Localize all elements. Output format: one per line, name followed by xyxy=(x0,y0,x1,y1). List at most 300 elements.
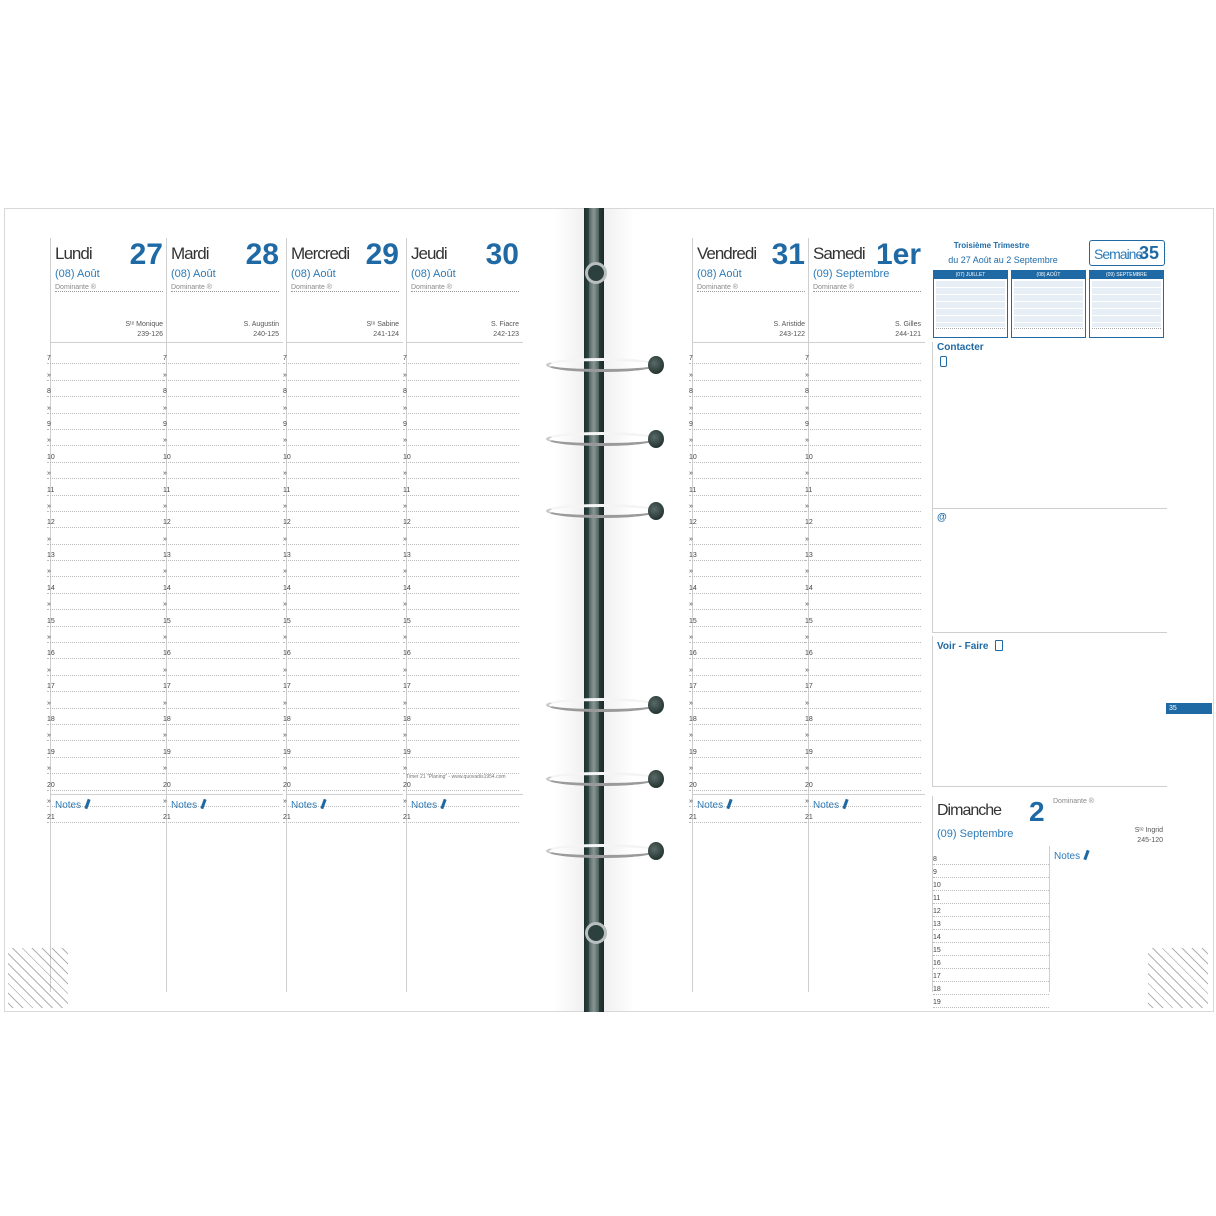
hour-line[interactable] xyxy=(403,610,519,626)
day-number: 31 xyxy=(771,238,805,271)
hour-label: 11 xyxy=(805,486,813,494)
hour-line[interactable] xyxy=(689,659,805,675)
hour-line[interactable] xyxy=(805,414,921,430)
hour-line[interactable] xyxy=(805,758,921,774)
hour-line[interactable] xyxy=(163,512,279,528)
hour-line[interactable] xyxy=(163,496,279,512)
hour-label: » xyxy=(805,765,809,773)
hour-line[interactable] xyxy=(805,676,921,692)
hour-line[interactable] xyxy=(163,610,279,626)
hour-line[interactable] xyxy=(403,627,519,643)
page-corner-decoration xyxy=(8,948,68,1008)
hour-label: » xyxy=(283,634,287,642)
hour-line[interactable] xyxy=(689,397,805,413)
hour-label: » xyxy=(805,601,809,609)
hour-label: 15 xyxy=(283,617,291,625)
notes-label: Notes xyxy=(813,799,847,811)
hour-line[interactable] xyxy=(163,463,279,479)
hour-label: » xyxy=(689,797,693,805)
hour-line[interactable] xyxy=(47,496,163,512)
hour-line[interactable] xyxy=(689,364,805,380)
hour-line[interactable] xyxy=(689,496,805,512)
day-name: Dimanche xyxy=(937,802,1002,819)
hour-line[interactable] xyxy=(689,414,805,430)
hour-line[interactable] xyxy=(805,774,921,790)
hour-line[interactable] xyxy=(805,364,921,380)
hour-label: » xyxy=(47,601,51,609)
hour-line[interactable] xyxy=(689,741,805,757)
hour-line[interactable] xyxy=(805,528,921,544)
hour-line[interactable] xyxy=(163,676,279,692)
hour-line[interactable] xyxy=(805,594,921,610)
hour-line[interactable] xyxy=(283,463,399,479)
hour-line[interactable] xyxy=(403,364,519,380)
hour-label: 19 xyxy=(47,748,55,756)
hour-line[interactable] xyxy=(403,348,519,364)
notes-area[interactable] xyxy=(167,794,283,993)
hour-line[interactable] xyxy=(403,381,519,397)
hour-label: » xyxy=(47,634,51,642)
hour-label: » xyxy=(689,371,693,379)
hour-label: » xyxy=(805,470,809,478)
notes-label: Notes xyxy=(171,799,205,811)
hour-label: » xyxy=(283,797,287,805)
hour-line[interactable] xyxy=(933,852,1049,865)
hour-line[interactable] xyxy=(47,725,163,741)
notes-area[interactable] xyxy=(693,794,809,993)
hour-line[interactable] xyxy=(163,348,279,364)
hour-line[interactable] xyxy=(163,627,279,643)
hour-line[interactable] xyxy=(163,709,279,725)
hour-label: » xyxy=(403,634,407,642)
hour-line[interactable] xyxy=(47,774,163,790)
notes-area[interactable] xyxy=(51,794,167,993)
hour-line[interactable] xyxy=(283,414,399,430)
ring-eyelet xyxy=(585,922,607,944)
hour-line[interactable] xyxy=(47,397,163,413)
hour-line[interactable] xyxy=(47,709,163,725)
hour-line[interactable] xyxy=(933,995,1049,1008)
hour-line[interactable] xyxy=(47,479,163,495)
hour-label: 12 xyxy=(283,519,291,527)
hour-label: » xyxy=(805,666,809,674)
hour-line[interactable] xyxy=(689,446,805,462)
hour-line[interactable] xyxy=(403,758,519,774)
hour-line[interactable] xyxy=(933,982,1049,995)
hour-line[interactable] xyxy=(47,741,163,757)
hour-line[interactable] xyxy=(163,364,279,380)
hour-label: 16 xyxy=(805,650,813,658)
hour-label: 15 xyxy=(689,617,697,625)
hour-label: 14 xyxy=(933,934,941,941)
hour-label: » xyxy=(689,699,693,707)
hour-line[interactable] xyxy=(163,594,279,610)
hour-line[interactable] xyxy=(283,381,399,397)
hour-line[interactable] xyxy=(689,545,805,561)
hour-line[interactable] xyxy=(47,643,163,659)
hour-line[interactable] xyxy=(163,561,279,577)
hour-line[interactable] xyxy=(403,676,519,692)
day-header xyxy=(407,238,523,343)
hour-line[interactable] xyxy=(47,577,163,593)
hour-line[interactable] xyxy=(47,758,163,774)
hour-line[interactable] xyxy=(403,463,519,479)
hour-line[interactable] xyxy=(163,430,279,446)
hour-label: » xyxy=(403,601,407,609)
hour-label: » xyxy=(403,666,407,674)
hour-line[interactable] xyxy=(403,643,519,659)
hour-line[interactable] xyxy=(47,659,163,675)
hour-label: 7 xyxy=(163,355,167,363)
hour-line[interactable] xyxy=(283,364,399,380)
hour-label: » xyxy=(805,437,809,445)
hour-line[interactable] xyxy=(933,878,1049,891)
hour-line[interactable] xyxy=(283,659,399,675)
hour-line[interactable] xyxy=(403,577,519,593)
hour-label: 10 xyxy=(163,453,171,461)
hour-line[interactable] xyxy=(933,891,1049,904)
pen-icon xyxy=(321,799,327,809)
hour-line[interactable] xyxy=(163,643,279,659)
dominante-field[interactable]: Dominante ® xyxy=(813,284,921,292)
hour-line[interactable] xyxy=(403,561,519,577)
hour-line[interactable] xyxy=(283,725,399,741)
binder-ring xyxy=(546,354,664,376)
hour-line[interactable] xyxy=(163,446,279,462)
hour-line[interactable] xyxy=(805,725,921,741)
dominante-field[interactable]: Dominante ® xyxy=(291,284,399,292)
hour-line[interactable] xyxy=(403,512,519,528)
hour-label: 21 xyxy=(163,814,171,822)
week-badge xyxy=(1089,240,1165,266)
hour-label: » xyxy=(283,470,287,478)
hour-line[interactable] xyxy=(689,381,805,397)
hour-line[interactable] xyxy=(47,446,163,462)
hour-line[interactable] xyxy=(163,774,279,790)
hour-line[interactable] xyxy=(689,577,805,593)
hour-line[interactable] xyxy=(163,741,279,757)
hour-line[interactable] xyxy=(403,741,519,757)
todo-section xyxy=(932,636,1167,787)
hour-line[interactable] xyxy=(283,479,399,495)
hour-line[interactable] xyxy=(805,430,921,446)
hour-label: » xyxy=(163,732,167,740)
day-month: (09) Septembre xyxy=(937,828,1014,840)
hour-label: 8 xyxy=(283,388,287,396)
hour-line[interactable] xyxy=(47,610,163,626)
dominante-field[interactable]: Dominante ® xyxy=(171,284,279,292)
hour-line[interactable] xyxy=(47,512,163,528)
day-column xyxy=(689,238,809,992)
mini-calendar-title: (08) AOÛT xyxy=(1012,271,1085,279)
hour-line[interactable] xyxy=(805,741,921,757)
hour-label: » xyxy=(163,666,167,674)
hour-line[interactable] xyxy=(403,692,519,708)
hour-label: » xyxy=(689,601,693,609)
hour-line[interactable] xyxy=(47,561,163,577)
hour-line[interactable] xyxy=(689,348,805,364)
hour-label: » xyxy=(163,601,167,609)
hour-label: » xyxy=(163,568,167,576)
hour-line[interactable] xyxy=(805,643,921,659)
hour-label: » xyxy=(403,470,407,478)
hour-line[interactable] xyxy=(163,659,279,675)
hour-label: 21 xyxy=(47,814,55,822)
hour-label: 11 xyxy=(689,486,697,494)
hour-line[interactable] xyxy=(933,865,1049,878)
hour-lines[interactable] xyxy=(689,348,805,823)
hour-label: 12 xyxy=(805,519,813,527)
hour-line[interactable] xyxy=(933,969,1049,982)
hour-label: » xyxy=(47,699,51,707)
hour-line[interactable] xyxy=(283,545,399,561)
hour-label: 8 xyxy=(403,388,407,396)
hour-line[interactable] xyxy=(689,709,805,725)
notes-area[interactable] xyxy=(809,794,925,993)
hour-label: 13 xyxy=(805,552,813,560)
hour-label: 14 xyxy=(283,584,291,592)
hour-label: » xyxy=(47,797,51,805)
hour-label: » xyxy=(403,797,407,805)
hour-label: » xyxy=(283,666,287,674)
hour-line[interactable] xyxy=(689,774,805,790)
hour-line[interactable] xyxy=(283,512,399,528)
hour-label: 17 xyxy=(805,683,813,691)
hour-line[interactable] xyxy=(689,610,805,626)
hour-line[interactable] xyxy=(47,692,163,708)
day-number: 27 xyxy=(129,238,163,271)
hour-line[interactable] xyxy=(689,676,805,692)
hour-line[interactable] xyxy=(283,430,399,446)
hour-label: 11 xyxy=(283,486,291,494)
day-column xyxy=(283,238,403,992)
quarter-range: du 27 Août au 2 Septembre xyxy=(948,255,1058,265)
hour-line[interactable] xyxy=(47,528,163,544)
hour-line[interactable] xyxy=(47,430,163,446)
hour-label: 10 xyxy=(47,453,55,461)
hour-label: 19 xyxy=(689,748,697,756)
hour-line[interactable] xyxy=(403,430,519,446)
hour-line[interactable] xyxy=(283,774,399,790)
hour-line[interactable] xyxy=(163,528,279,544)
hour-line[interactable] xyxy=(163,397,279,413)
hour-label: 16 xyxy=(689,650,697,658)
hour-label: » xyxy=(283,765,287,773)
hour-label: 20 xyxy=(689,781,697,789)
hour-line[interactable] xyxy=(163,725,279,741)
hour-label: 18 xyxy=(689,715,697,723)
day-month: (08) Août xyxy=(411,268,456,280)
hour-line[interactable] xyxy=(283,496,399,512)
hour-line[interactable] xyxy=(47,594,163,610)
hour-label: 8 xyxy=(163,388,167,396)
hour-line[interactable] xyxy=(805,348,921,364)
hour-line[interactable] xyxy=(403,594,519,610)
hour-line[interactable] xyxy=(283,741,399,757)
hour-line[interactable] xyxy=(283,528,399,544)
hour-line[interactable] xyxy=(933,956,1049,969)
hour-line[interactable] xyxy=(47,627,163,643)
hour-line[interactable] xyxy=(689,627,805,643)
hour-line[interactable] xyxy=(805,709,921,725)
hour-line[interactable] xyxy=(805,545,921,561)
hour-line[interactable] xyxy=(163,545,279,561)
hour-lines[interactable] xyxy=(163,348,279,823)
hour-line[interactable] xyxy=(403,397,519,413)
hour-line[interactable] xyxy=(283,627,399,643)
hour-label: 13 xyxy=(933,921,941,928)
hour-line[interactable] xyxy=(47,381,163,397)
hour-line[interactable] xyxy=(805,659,921,675)
hour-label: 18 xyxy=(47,715,55,723)
day-name: Mardi xyxy=(171,244,209,263)
hour-line[interactable] xyxy=(163,414,279,430)
hour-line[interactable] xyxy=(689,528,805,544)
hour-label: » xyxy=(689,437,693,445)
hour-line[interactable] xyxy=(403,414,519,430)
hour-label: 12 xyxy=(933,908,941,915)
hour-label: 17 xyxy=(283,683,291,691)
hour-lines[interactable] xyxy=(47,348,163,823)
hour-line[interactable] xyxy=(283,577,399,593)
hour-line[interactable] xyxy=(47,364,163,380)
hour-line[interactable] xyxy=(689,692,805,708)
hour-label: 7 xyxy=(403,355,407,363)
hour-line[interactable] xyxy=(163,479,279,495)
hour-line[interactable] xyxy=(805,577,921,593)
hour-line[interactable] xyxy=(689,463,805,479)
hour-line[interactable] xyxy=(283,594,399,610)
mini-calendar xyxy=(1089,270,1164,338)
hour-line[interactable] xyxy=(689,430,805,446)
hour-line[interactable] xyxy=(403,496,519,512)
hour-label: 8 xyxy=(689,388,693,396)
hour-line[interactable] xyxy=(403,446,519,462)
hour-line[interactable] xyxy=(805,610,921,626)
hour-label: » xyxy=(283,502,287,510)
dominante-field[interactable]: Dominante ® xyxy=(697,284,805,292)
pen-icon xyxy=(201,799,207,809)
hour-label: 9 xyxy=(805,420,809,428)
hour-line[interactable] xyxy=(47,676,163,692)
week-tab[interactable]: 35 xyxy=(1166,703,1212,714)
hour-line[interactable] xyxy=(805,446,921,462)
hour-line[interactable] xyxy=(689,479,805,495)
notes-area[interactable] xyxy=(407,794,523,993)
hour-line[interactable] xyxy=(403,659,519,675)
hour-line[interactable] xyxy=(283,610,399,626)
hour-line[interactable] xyxy=(47,545,163,561)
dominante-field[interactable]: Dominante ® xyxy=(411,284,519,292)
notes-area[interactable] xyxy=(1049,846,1168,992)
hour-line[interactable] xyxy=(283,397,399,413)
hour-line[interactable] xyxy=(689,643,805,659)
hour-line[interactable] xyxy=(933,943,1049,956)
hour-line[interactable] xyxy=(805,397,921,413)
hour-lines[interactable] xyxy=(403,348,519,823)
hour-line[interactable] xyxy=(47,463,163,479)
hour-line[interactable] xyxy=(805,381,921,397)
hour-line[interactable] xyxy=(933,930,1049,943)
hour-label: 19 xyxy=(163,748,171,756)
hour-label: » xyxy=(163,699,167,707)
mini-calendar xyxy=(933,270,1008,338)
hour-label: » xyxy=(283,437,287,445)
hour-label: » xyxy=(163,797,167,805)
hour-label: » xyxy=(805,634,809,642)
day-column xyxy=(403,238,523,992)
hour-line[interactable] xyxy=(689,512,805,528)
hour-label: 9 xyxy=(47,420,51,428)
hour-line[interactable] xyxy=(163,381,279,397)
hour-label: 14 xyxy=(163,584,171,592)
hour-line[interactable] xyxy=(283,709,399,725)
hour-line[interactable] xyxy=(283,561,399,577)
hour-line[interactable] xyxy=(403,479,519,495)
hour-lines[interactable] xyxy=(283,348,399,823)
hour-line[interactable] xyxy=(403,528,519,544)
hour-line[interactable] xyxy=(283,643,399,659)
day-month: (09) Septembre xyxy=(813,268,890,280)
hour-line[interactable] xyxy=(933,904,1049,917)
hour-line[interactable] xyxy=(805,479,921,495)
hour-line[interactable] xyxy=(283,446,399,462)
hour-line[interactable] xyxy=(163,758,279,774)
hour-line[interactable] xyxy=(283,692,399,708)
hour-label: 19 xyxy=(805,748,813,756)
hour-label: » xyxy=(163,502,167,510)
hour-label: » xyxy=(163,371,167,379)
hour-line[interactable] xyxy=(47,414,163,430)
hour-label: » xyxy=(283,732,287,740)
day-header xyxy=(693,238,809,343)
hour-line[interactable] xyxy=(689,594,805,610)
hour-label: » xyxy=(47,502,51,510)
hour-line[interactable] xyxy=(283,348,399,364)
day-month: (08) Août xyxy=(55,268,100,280)
notes-area[interactable] xyxy=(287,794,403,993)
dominante-field[interactable]: Dominante ® xyxy=(55,284,163,292)
hour-label: » xyxy=(163,470,167,478)
day-header xyxy=(51,238,167,343)
hour-line[interactable] xyxy=(403,725,519,741)
hour-line[interactable] xyxy=(283,758,399,774)
hour-label: 8 xyxy=(805,388,809,396)
saint-name: S. Augustin 240-125 xyxy=(243,321,279,338)
hour-line[interactable] xyxy=(805,692,921,708)
hour-line[interactable] xyxy=(163,692,279,708)
hour-line[interactable] xyxy=(403,545,519,561)
hour-line[interactable] xyxy=(689,725,805,741)
notes-label: Notes xyxy=(55,799,89,811)
hour-line[interactable] xyxy=(283,676,399,692)
hour-line[interactable] xyxy=(805,496,921,512)
hour-lines[interactable] xyxy=(805,348,921,823)
hour-label: 13 xyxy=(403,552,411,560)
hour-line[interactable] xyxy=(805,627,921,643)
hour-line[interactable] xyxy=(805,463,921,479)
hour-line[interactable] xyxy=(805,512,921,528)
hour-line[interactable] xyxy=(47,348,163,364)
hour-line[interactable] xyxy=(689,561,805,577)
hour-line[interactable] xyxy=(689,758,805,774)
hour-line[interactable] xyxy=(933,917,1049,930)
hour-line[interactable] xyxy=(403,709,519,725)
hour-label: » xyxy=(47,732,51,740)
day-number: 28 xyxy=(245,238,279,271)
hour-line[interactable] xyxy=(805,561,921,577)
hour-line[interactable] xyxy=(163,577,279,593)
